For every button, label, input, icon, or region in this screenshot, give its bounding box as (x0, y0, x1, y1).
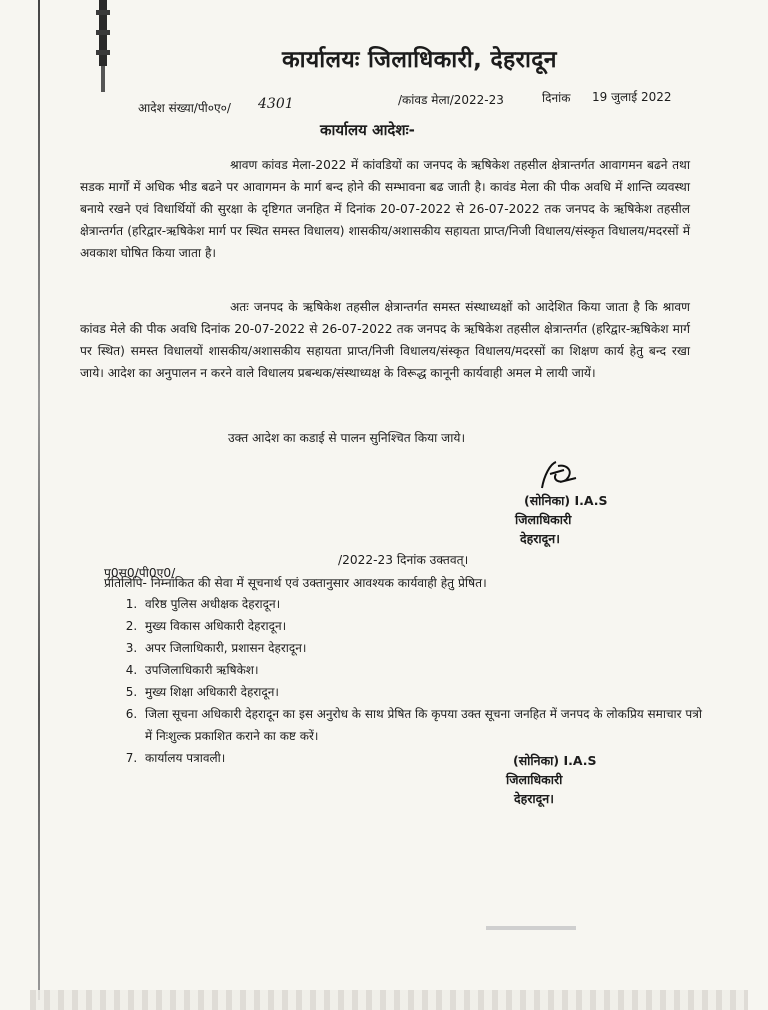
recipient-item: 7. कार्यालय पत्रावली। (141, 747, 741, 769)
office-title: कार्यालयः जिलाधिकारी, देहरादून (282, 47, 557, 73)
signatory-place-2: देहरादून। (514, 791, 554, 806)
order-subtitle: कार्यालय आदेशः- (320, 121, 415, 139)
recipient-item: 4. उपजिलाधिकारी ऋषिकेश। (141, 659, 741, 681)
recipient-item: 5. मुख्य शिक्षा अधिकारी देहरादून। (141, 681, 741, 703)
order-paragraph-1-text: श्रावण कांवड मेला-2022 में कांवडियों का जनपद के ऋषिकेश तहसील क्षेत्रान्तर्गत आवागमन बढने तथा सडक मार्गों में अधिक भीड बढने पर आवागमन के मार्ग बन्द होने की सम्भावना बढ जाती है। कावंड मेला की पीक अवधि में शान्ति व्यवस्था बनाये रखने एवं विधार्थियों की सुरक्षा के दृष्टिगत जनहित में दिनांक 20-07-2022 से 26-07-2022 तक जनपद के ऋषिकेश तहसील क्षेत्रान्तर्गत (हरिद्वार-ऋषिकेश मार्ग पर स्थित समस्त विधालय) शासकीय/अशासकीय सहायता प्राप्त/निजी विधालय/संस्कृत विधालय/मदरसों में अवकाश घोषित किया जाता है। (80, 158, 690, 260)
signatory-name-2: (सोनिका) I.A.S (513, 753, 597, 768)
order-paragraph-1 (80, 154, 690, 264)
order-paragraph-3: उक्त आदेश का कडाई से पालन सुनिश्चित किया जाये। (228, 431, 466, 445)
scan-footer-mark (486, 926, 576, 930)
order-paragraph-2 (80, 296, 690, 384)
signatory-designation-1: जिलाधिकारी (515, 512, 572, 527)
recipient-item: 3. अपर जिलाधिकारी, प्रशासन देहरादून। (141, 637, 741, 659)
binding-clip (92, 0, 114, 100)
endorsement-ref-left: पृ0स0/पी0ए0/ (104, 566, 176, 580)
copy-to-intro: प्रतिलिपि- निम्नांकित की सेवा में सूचनार्थ एवं उक्तानुसार आवश्यक कार्यवाही हेतु प्रेषित। (104, 576, 487, 590)
date-label: दिनांक (542, 91, 571, 105)
recipient-item: 6. जिला सूचना अधिकारी देहरादून का इस अनुरोध के साथ प्रेषित कि कृपया उक्त सूचना जनहित में जनपद के लोकप्रिय समाचार पत्रो में निःशुल्क प्रकाशित कराने का कष्ट करें। (141, 703, 705, 747)
scan-page-edge (38, 0, 40, 1000)
recipient-item: 2. मुख्य विकास अधिकारी देहरादून। (141, 615, 741, 637)
order-reference: /कांवड मेला/2022-23 (398, 93, 504, 107)
signatory-designation-2: जिलाधिकारी (506, 772, 563, 787)
endorsement-ref-right: /2022-23 दिनांक उक्तवत्। (338, 553, 469, 567)
order-date: 19 जुलाई 2022 (592, 90, 672, 104)
recipient-item: 1. वरिष्ठ पुलिस अधीक्षक देहरादून। (141, 593, 741, 615)
signatory-name-1: (सोनिका) I.A.S (524, 493, 608, 508)
recipient-list (113, 593, 741, 769)
signatory-place-1: देहरादून। (520, 531, 560, 546)
order-number-value: 4301 (258, 96, 294, 112)
order-paragraph-2-text: अतः जनपद के ऋषिकेश तहसील क्षेत्रान्तर्गत समस्त संस्थाध्यक्षों को आदेशित किया जाता है कि श्रावण कांवड मेले की पीक अवधि दिनांक 20-07-2022 से 26-07-2022 तक जनपद के ऋषिकेश तहसील क्षेत्रान्तर्गत (हरिद्वार-ऋषिकेश मार्ग पर स्थित) समस्त विधालयों शासकीय/अशासकीय सहायता प्राप्त/निजी विधालय/संस्कृत विधालय/मदरसों का शिक्षण कार्य हेतु बन्द रखा जाये। आदेश का अनुपालन न करने वाले विधालय प्रबन्धक/संस्थाध्यक्ष के विरूद्ध कानूनी कार्यवाही अमल मे लायी जायें। (80, 300, 690, 380)
handwritten-signature-1 (530, 458, 580, 494)
scan-bottom-edge (30, 990, 748, 1010)
order-number-label: आदेश संख्या/पी०ए०/ (138, 101, 231, 115)
